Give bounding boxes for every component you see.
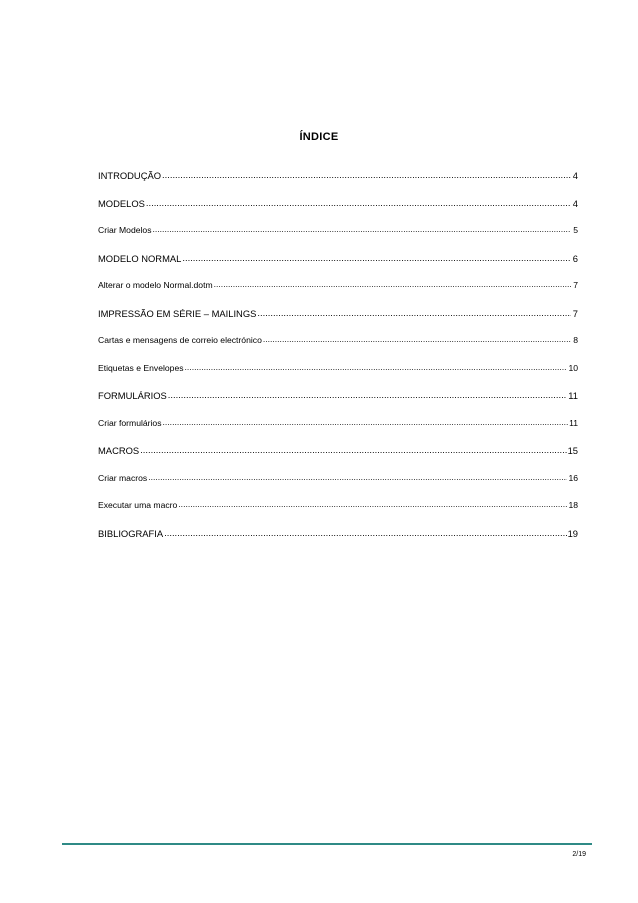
toc-entry-text: MACROS: [98, 445, 140, 456]
toc-page-number: 19: [567, 527, 578, 539]
toc-dot-leader: [148, 471, 567, 481]
toc-dot-leader: [185, 361, 568, 371]
toc-page-number: 11: [569, 417, 578, 428]
toc-entry-text: IMPRESSÃO EM SÉRIE – MAILINGS: [98, 307, 257, 319]
toc-page-number: 7: [572, 307, 578, 319]
table-of-contents: [98, 162, 578, 547]
toc-dot-leader: [168, 389, 568, 399]
toc-entry-formularios[interactable]: [98, 382, 578, 410]
toc-page-number: 18: [568, 500, 578, 510]
toc-page-number: 16: [568, 472, 578, 483]
toc-entry-text: Criar macros: [98, 472, 148, 483]
toc-page-number: 11: [568, 390, 578, 401]
toc-entry-text: Executar uma macro: [98, 500, 178, 510]
toc-dot-leader: [146, 197, 571, 207]
toc-page-number: 4: [572, 197, 578, 209]
toc-page-number: 5: [573, 225, 578, 235]
toc-page-number: 15: [567, 445, 578, 456]
toc-entry-text: Etiquetas e Envelopes: [98, 362, 184, 373]
toc-page-number: 8: [573, 335, 578, 345]
toc-entry-text: Alterar o modelo Normal.dotm: [98, 280, 213, 290]
page-number: 2/19: [572, 851, 586, 858]
toc-entry-cartas-mensagens[interactable]: [98, 327, 578, 355]
toc-entry-text: MODELOS: [98, 197, 145, 209]
toc-entry-text: Criar Modelos: [98, 225, 152, 235]
toc-dot-leader: [263, 333, 571, 343]
toc-entry-executar-macro[interactable]: [98, 492, 578, 520]
toc-dot-leader: [182, 252, 571, 262]
toc-entry-text: Cartas e mensagens de correio electrónico: [98, 335, 262, 345]
toc-page-number: 7: [573, 280, 578, 290]
toc-page-number: 6: [572, 252, 578, 264]
toc-dot-leader: [214, 278, 571, 288]
toc-entry-impressao-em-serie[interactable]: [98, 300, 578, 328]
toc-page-number: 10: [568, 362, 578, 373]
toc-entry-text: FORMULÁRIOS: [98, 390, 167, 401]
toc-dot-leader: [257, 307, 571, 317]
toc-dot-leader: [162, 169, 571, 179]
toc-entry-text: BIBLIOGRAFIA: [98, 527, 164, 539]
toc-dot-leader: [178, 498, 567, 508]
toc-entry-alterar-modelo[interactable]: [98, 272, 578, 300]
toc-entry-introducao[interactable]: [98, 162, 578, 190]
toc-entry-criar-macros[interactable]: [98, 465, 578, 493]
toc-entry-macros[interactable]: [98, 437, 578, 465]
toc-dot-leader: [164, 527, 566, 537]
toc-page-number: 4: [572, 170, 578, 181]
toc-entry-text: INTRODUÇÃO: [98, 170, 162, 181]
footer-divider: [62, 843, 592, 845]
page-title: ÍNDICE: [299, 131, 339, 143]
toc-entry-text: MODELO NORMAL: [98, 252, 182, 264]
toc-entry-etiquetas-envelopes[interactable]: [98, 355, 578, 383]
toc-entry-modelo-normal[interactable]: [98, 245, 578, 273]
toc-entry-bibliografia[interactable]: [98, 520, 578, 548]
toc-dot-leader: [153, 223, 572, 233]
toc-entry-text: Criar formulários: [98, 417, 162, 428]
toc-dot-leader: [163, 416, 569, 426]
toc-dot-leader: [140, 444, 566, 454]
toc-entry-criar-modelos[interactable]: [98, 217, 578, 245]
toc-entry-criar-formularios[interactable]: [98, 410, 578, 438]
toc-entry-modelos[interactable]: [98, 190, 578, 218]
